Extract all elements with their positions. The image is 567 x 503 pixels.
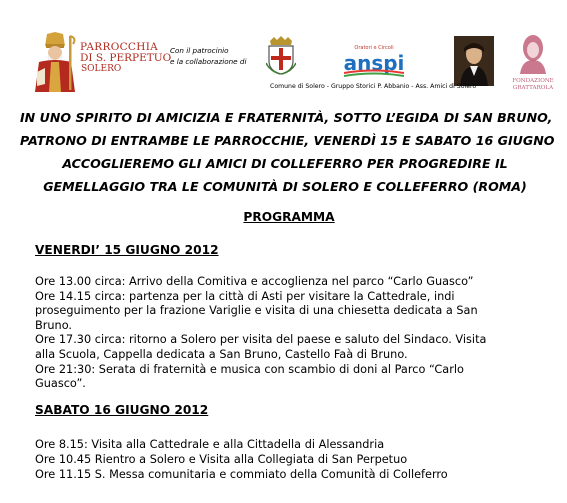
header bbox=[0, 0, 567, 100]
anspi-text: anspi bbox=[343, 51, 405, 75]
intro-line: IN UNO SPIRITO DI AMICIZIA E FRATERNITÀ, SOTTO L’EGIDA DI SAN BRUNO, bbox=[20, 110, 553, 125]
friday-schedule bbox=[35, 275, 555, 392]
schedule-item bbox=[35, 333, 555, 362]
patrocinio-text bbox=[170, 45, 250, 67]
patrocinio-line2: e la collaborazione di bbox=[170, 57, 247, 66]
fondazione-line1: FONDAZIONE bbox=[512, 78, 554, 84]
comune-crest-icon bbox=[266, 35, 296, 75]
schedule-line: proseguimento per la frazione Variglie e visita di una chiesetta dedicata a San bbox=[35, 304, 478, 318]
fondazione-logo-icon bbox=[512, 30, 554, 92]
saturday-schedule bbox=[35, 437, 555, 483]
parrocchia-line1: PARROCCHIA bbox=[80, 41, 159, 53]
programma-title: PROGRAMMA bbox=[243, 210, 335, 224]
portrait-icon bbox=[454, 36, 494, 86]
schedule-line: Ore 17.30 circa: ritorno a Solero per visita del paese e saluto del Sindaco. Visita bbox=[35, 333, 487, 347]
schedule-line: Bruno. bbox=[35, 318, 73, 332]
schedule-line: Guasco”. bbox=[35, 377, 86, 391]
intro-line: PATRONO DI ENTRAMBE LE PARROCCHIE, VENERDÌ 15 E SABATO 16 GIUGNO bbox=[20, 133, 555, 148]
fondazione-line2: GRATTAROLA bbox=[512, 85, 554, 91]
parrocchia-line2: DI S. PERPETUO bbox=[80, 52, 172, 64]
schedule-item bbox=[35, 363, 555, 392]
schedule-item bbox=[35, 437, 555, 452]
parrocchia-line3: SOLERO bbox=[81, 64, 122, 74]
anspi-logo-icon bbox=[338, 42, 410, 78]
day-title-saturday: SABATO 16 GIUGNO 2012 bbox=[35, 403, 209, 417]
bishop-saint-icon bbox=[33, 32, 77, 92]
schedule-line: Ore 10.45 Rientro a Solero e Visita alla Collegiata di San Perpetuo bbox=[35, 453, 408, 467]
intro-line: ACCOGLIEREMO GLI AMICI DI COLLEFERRO PER PROGREDIRE IL bbox=[62, 156, 508, 171]
parrocchia-logo-text bbox=[80, 42, 175, 75]
schedule-line: Ore 21:30: Serata di fraternità e musica con scambio di doni al Parco “Carlo bbox=[35, 362, 464, 376]
schedule-item bbox=[35, 467, 555, 482]
intro-line: GEMELLAGGIO TRA LE COMUNITÀ DI SOLERO E COLLEFERRO (ROMA) bbox=[43, 179, 527, 194]
schedule-line: Ore 14.15 circa: partenza per la città di Asti per visitare la Cattedrale, indi bbox=[35, 289, 455, 303]
comune-credits: Comune di Solero - Gruppo Storici P. Abbanio - Ass. Amici di Solero bbox=[270, 83, 477, 90]
schedule-item bbox=[35, 290, 555, 334]
anspi-tagline: Oratori e Circoli bbox=[354, 45, 394, 51]
schedule-line: alla Scuola, Cappella dedicata a San Bruno, Castello Faà di Bruno. bbox=[35, 347, 408, 361]
schedule-line: Ore 8.15: Visita alla Cattedrale e alla Cittadella di Alessandria bbox=[35, 438, 385, 451]
schedule-item bbox=[35, 452, 555, 467]
patrocinio-line1: Con il patrocinio bbox=[170, 46, 229, 55]
schedule-line: Ore 11.15 S. Messa comunitaria e commiato della Comunità di Colleferro bbox=[35, 468, 448, 482]
intro-paragraph bbox=[20, 106, 555, 198]
schedule-item bbox=[35, 275, 555, 290]
schedule-line: Ore 13.00 circa: Arrivo della Comitiva e accoglienza nel parco “Carlo Guasco” bbox=[35, 275, 474, 288]
day-title-friday: VENERDI’ 15 GIUGNO 2012 bbox=[35, 243, 219, 257]
